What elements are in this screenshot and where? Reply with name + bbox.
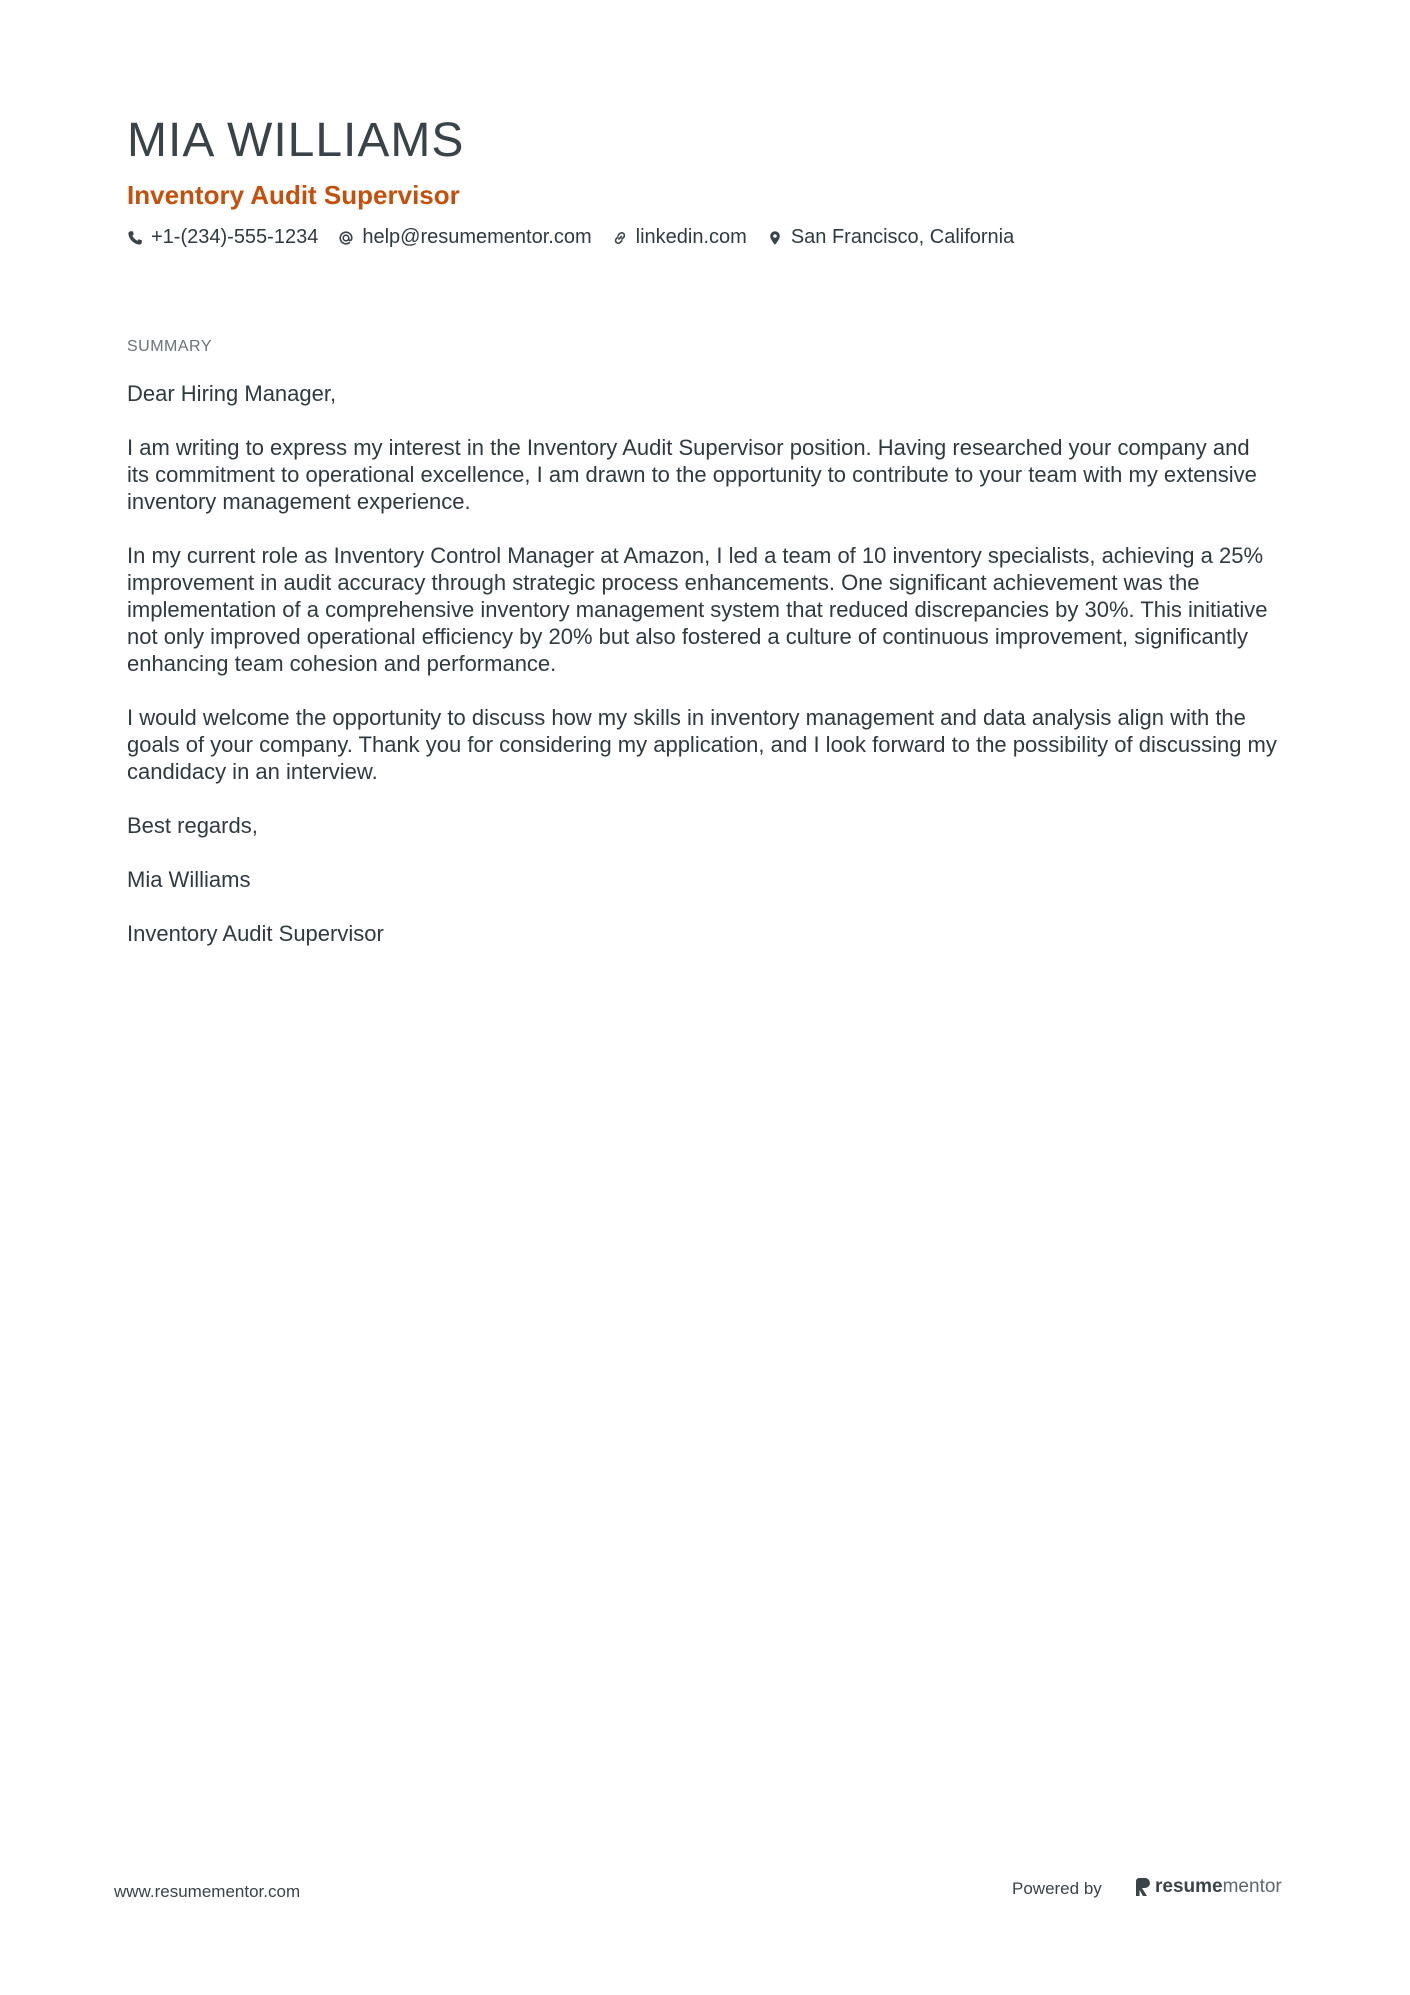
phone-text: +1-(234)-555-1234 [151, 226, 319, 248]
salutation: Dear Hiring Manager, [127, 381, 337, 406]
section-heading-summary: SUMMARY [127, 338, 212, 355]
powered-by-label: Powered by [1012, 1879, 1102, 1898]
resumementor-logo-icon [1134, 1877, 1151, 1897]
contact-phone[interactable] [127, 226, 318, 249]
signature-name: Mia Williams [127, 867, 251, 892]
contact-linkedin[interactable] [612, 226, 747, 249]
contact-location [767, 226, 1014, 249]
linkedin-text: linkedin.com [635, 226, 747, 248]
contact-bar [127, 226, 1014, 249]
letter-body [127, 380, 1277, 974]
at-icon [338, 230, 354, 246]
candidate-title: Inventory Audit Supervisor [127, 180, 460, 210]
brand-logo[interactable] [1134, 1876, 1282, 1898]
brand-name-bold: resume [1155, 1876, 1223, 1897]
letter-paragraph: I would welcome the opportunity to discuss how my skills in inventory management and data analysis align with the goals of your company. Thank you for considering my application, and I look forward to the possibility of discussing my candidacy in an interview. [127, 705, 1277, 784]
link-icon [612, 230, 628, 246]
brand-name-light: mentor [1222, 1876, 1282, 1897]
location-pin-icon [767, 230, 783, 246]
footer-website-link[interactable]: www.resumementor.com [114, 1882, 301, 1901]
contact-email[interactable] [338, 226, 591, 249]
closing: Best regards, [127, 813, 258, 838]
location-text: San Francisco, California [790, 226, 1015, 248]
letter-paragraph: In my current role as Inventory Control Manager at Amazon, I led a team of 10 inventory specialists, achieving a 25% improvement in audit accuracy through strategic process enhancements. One significant achievement was the implementation of a comprehensive inventory management system that reduced discrepancies by 30%. This initiative not only improved operational efficiency by 20% but also fostered a culture of continuous improvement, significantly enhancing team cohesion and performance. [127, 543, 1268, 676]
signature-title: Inventory Audit Supervisor [127, 921, 384, 946]
candidate-name: MIA WILLIAMS [127, 114, 465, 167]
letter-paragraph: I am writing to express my interest in the Inventory Audit Supervisor position. Having researched your company and its commitment to operational excellence, I am drawn to the opportunity to contribute to your team with my extensive inventory management experience. [127, 435, 1257, 514]
phone-icon [127, 230, 143, 246]
email-text: help@resumementor.com [362, 226, 592, 248]
